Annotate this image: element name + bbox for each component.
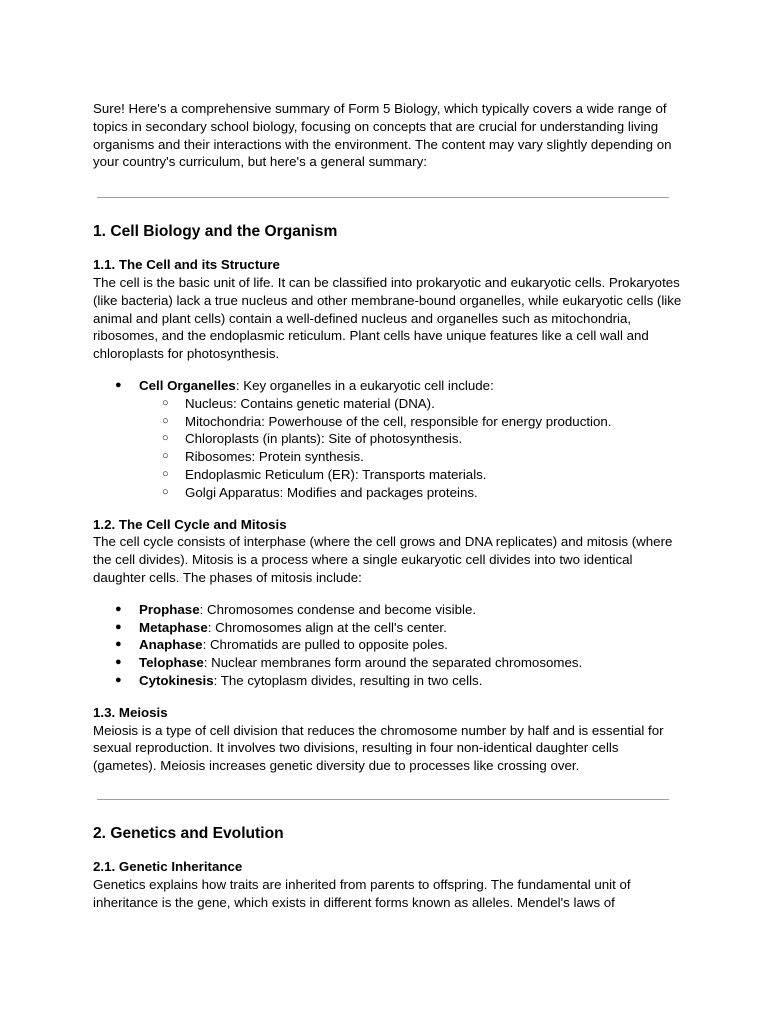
list-item bbox=[93, 377, 683, 502]
section-divider bbox=[97, 197, 669, 198]
mitosis-phases-list bbox=[93, 601, 683, 690]
list-item-term: Cell Organelles bbox=[139, 377, 236, 393]
section-1-title: 1. Cell Biology and the Organism bbox=[93, 223, 338, 241]
list-item-term: Cytokinesis bbox=[139, 672, 214, 688]
sub-list-item: ○ Golgi Apparatus: Modifies and packages proteins. bbox=[93, 484, 683, 502]
organelles-list bbox=[93, 377, 683, 502]
section-divider bbox=[97, 799, 669, 800]
sub-list-item: ○ Chloroplasts (in plants): Site of photosynthesis. bbox=[93, 430, 683, 448]
list-item-term: Prophase bbox=[139, 601, 200, 617]
list-item-desc: : Nuclear membranes form around the separated chromosomes. bbox=[203, 655, 583, 671]
list-item-desc: : Key organelles in a eukaryotic cell include: bbox=[235, 377, 494, 393]
sub-list-item: ○ Endoplasmic Reticulum (ER): Transports materials. bbox=[93, 466, 683, 484]
subsection-2-1-heading: 2.1. Genetic Inheritance bbox=[93, 858, 243, 874]
subsection-1-2-heading: 1.2. The Cell Cycle and Mitosis bbox=[93, 516, 287, 532]
sub-list-item: ○ Ribosomes: Protein synthesis. bbox=[93, 448, 683, 466]
subsection-1-3-heading: 1.3. Meiosis bbox=[93, 704, 168, 720]
intro-paragraph: Sure! Here's a comprehensive summary of Form 5 Biology, which typically covers a wide range of topics in secondary school biology, focusing on concepts that are crucial for understanding living organisms and their interactions with the environment. The content may vary slightly depending on your country's curriculum, but here's a general summary: bbox=[93, 101, 672, 170]
list-item bbox=[93, 672, 683, 690]
section-2-title: 2. Genetics and Evolution bbox=[93, 824, 284, 842]
subsection-1-1-heading: 1.1. The Cell and its Structure bbox=[93, 257, 280, 273]
list-item-desc: : Chromosomes condense and become visible. bbox=[199, 601, 477, 617]
organelles-sublist bbox=[139, 395, 683, 502]
list-item-term: Metaphase bbox=[139, 619, 208, 635]
list-item-desc: : Chromosomes align at the cell's center. bbox=[207, 619, 447, 635]
list-item bbox=[93, 636, 683, 654]
subsection-1-3-body: Meiosis is a type of cell division that reduces the chromosome number by half and is essential for sexual reproduction. It involves two divisions, resulting in four non-identical daughter cells (gametes). Meiosis increases genetic diversity due to processes like crossing over. bbox=[93, 722, 664, 774]
list-item-desc: : The cytoplasm divides, resulting in two cells. bbox=[213, 672, 483, 688]
list-item bbox=[93, 619, 683, 637]
subsection-2-1-body: Genetics explains how traits are inherited from parents to offspring. The fundamental unit of inheritance is the gene, which exists in different forms known as alleles. Mendel's laws of bbox=[93, 876, 631, 910]
sub-list-item: ○ Mitochondria: Powerhouse of the cell, responsible for energy production. bbox=[93, 413, 683, 431]
subsection-1-1-body: The cell is the basic unit of life. It can be classified into prokaryotic and eukaryotic cells. Prokaryotes (like bacteria) lack a true nucleus and other membrane-bound organelles, while eukaryotic cells (like animal and plant cells) contain a well-defined nucleus and organelles such as mitochondria, ribosomes, and the endoplasmic reticulum. Plant cells have unique features like a cell wall and chloroplasts for photosynthesis. bbox=[93, 274, 682, 362]
document-content bbox=[93, 100, 683, 911]
list-item-term: Anaphase bbox=[139, 637, 203, 653]
sub-list-item: ○ Nucleus: Contains genetic material (DNA). bbox=[93, 395, 683, 413]
subsection-1-2-body: The cell cycle consists of interphase (where the cell grows and DNA replicates) and mitosis (where the cell divides). Mitosis is a process where a single eukaryotic cell divides into two identical daughter cells. The phases of mitosis include: bbox=[93, 534, 673, 585]
list-item-term: Telophase bbox=[139, 655, 204, 671]
list-item bbox=[93, 601, 683, 619]
list-item-desc: : Chromatids are pulled to opposite poles. bbox=[202, 637, 448, 653]
list-item bbox=[93, 654, 683, 672]
